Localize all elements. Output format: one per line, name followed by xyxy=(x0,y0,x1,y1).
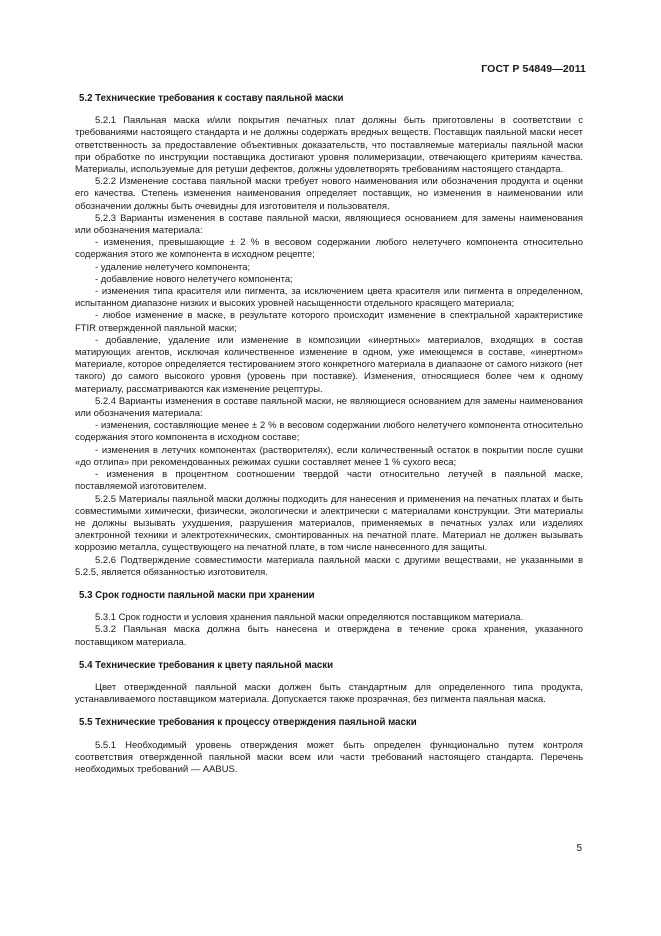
paragraph-5-2-3: 5.2.3 Варианты изменения в составе паяльной маски, являющиеся основанием для замены наименования или обозначения материала: xyxy=(75,212,583,237)
page-number: 5 xyxy=(576,843,582,854)
section-title-5-5: 5.5 Технические требования к процессу отверждения паяльной маски xyxy=(79,717,417,729)
paragraph-5-2-5: 5.2.5 Материалы паяльной маски должны подходить для нанесения и применения на печатных платах и быть совместимыми химически, физически, экологически и электрически с материалами конструкции. Эти материалы не должны вызывать ухудшения, разрушения материалов, применяемых в печатных узлах или изделиях электронной техники и электротехнических, смонтированных на печатной плате. Материал не должен вызывать коррозию металла, существующего на печатной плате, в том числе нанесенного для защиты. xyxy=(75,493,583,554)
section-title-5-2: 5.2 Технические требования к составу паяльной маски xyxy=(79,93,344,104)
paragraph-5-5-1: 5.5.1 Необходимый уровень отверждения может быть определен функционально путем контроля соответствия отвержденной паяльной маски всем или части требований настоящего стандарта. Перечень необходимых требований — AABUS. xyxy=(75,739,583,775)
standard-header: ГОСТ Р 54849—2011 xyxy=(481,63,586,75)
paragraph-5-2-1: 5.2.1 Паяльная маска и/или покрытия печатных плат должны быть приготовлены в соответствии с требованиями настоящего стандарта и не должны содержать вредных веществ. Поставщик паяльной маски несет ответственность за предоставление объективных доказательств, что поставляемые материалы паяльной маски при обработке по инструкции поставщика достигают уровня полимеризации, отвечающего критериям качества. Материалы, используемые для ретуши дефектов, должны удовлетворять требованиям настоящего стандарта. xyxy=(75,115,583,176)
section-title-5-3: 5.3 Срок годности паяльной маски при хранении xyxy=(79,589,315,601)
list-item: - изменения, составляющие менее ± 2 % в весовом содержании любого нелетучего компонента относительно содержания этого компонента в исходном составе; xyxy=(75,420,583,444)
page-content xyxy=(75,93,583,776)
paragraph-5-3-2: 5.3.2 Паяльная маска должна быть нанесена и отверждена в течение срока хранения, указанного поставщиком материала. xyxy=(75,624,583,648)
paragraph-5-2-6: 5.2.6 Подтверждение совместимости материала паяльной маски с другими веществами, не указанными в 5.2.5, является обязанностью изготовителя. xyxy=(75,554,583,578)
section-title-5-4: 5.4 Технические требования к цвету паяльной маски xyxy=(79,659,334,671)
paragraph-5-2-4: 5.2.4 Варианты изменения в составе паяльной маски, не являющиеся основанием для замены наименования или обозначения материала: xyxy=(75,395,583,420)
list-item: - изменения, превышающие ± 2 % в весовом содержании любого нелетучего компонента относительно содержания этого же компонента в исходном рецепте; xyxy=(75,237,583,261)
paragraph-5-3-1: 5.3.1 Срок годности и условия хранения паяльной маски определяются поставщиком материала. xyxy=(95,612,524,624)
list-item: - добавление нового нелетучего компонента; xyxy=(95,273,293,285)
list-item: - добавление, удаление или изменение в композиции «инертных» материалов, входящих в состав матирующих агентов, исключая количественное изменение в одном, уже имеющемся в составе, «инертном» материале, которое определяется тестированием этого конкретного материала в диапазоне от самого низкого (нет такого) до самого высокого уровня (уровень при поставке). Изменения, относящиеся более чем к одному материалу, рассматриваются как изменение рецептуры. xyxy=(75,334,583,395)
paragraph-5-4: Цвет отвержденной паяльной маски должен быть стандартным для определенного типа продукта, устанавливаемого поставщиком материала. Допускается также прозрачная, без пигмента паяльная маска. xyxy=(75,681,583,706)
list-item: - любое изменение в маске, в результате которого происходит изменение в спектральной характеристике FTIR отвержденной паяльной маски; xyxy=(75,310,583,334)
paragraph-5-2-2: 5.2.2 Изменение состава паяльной маски требует нового наименования или обозначения продукта и оценки его качества. Степень изменения наименования определяет поставщик, но изменения в наименовании или обозначении должны быть очевидны для изготовителя и пользователя. xyxy=(75,176,583,212)
list-item: - изменения в процентном соотношении твердой части относительно летучей в паяльной маске, поставляемой изготовителем. xyxy=(75,469,583,493)
list-item: - изменения в летучих компонентах (растворителях), если количественный остаток в покрытии после сушки «до отлипа» при рекомендованных режимах сушки составляет менее 1 % сухого веса; xyxy=(75,444,583,468)
list-item: - удаление нелетучего компонента; xyxy=(95,261,251,273)
list-item: - изменения типа красителя или пигмента, за исключением цвета красителя или пигмента в определенном, испытанном диапазоне низких и высоких уровней насыщенности отдельного красящего материала; xyxy=(75,286,583,310)
